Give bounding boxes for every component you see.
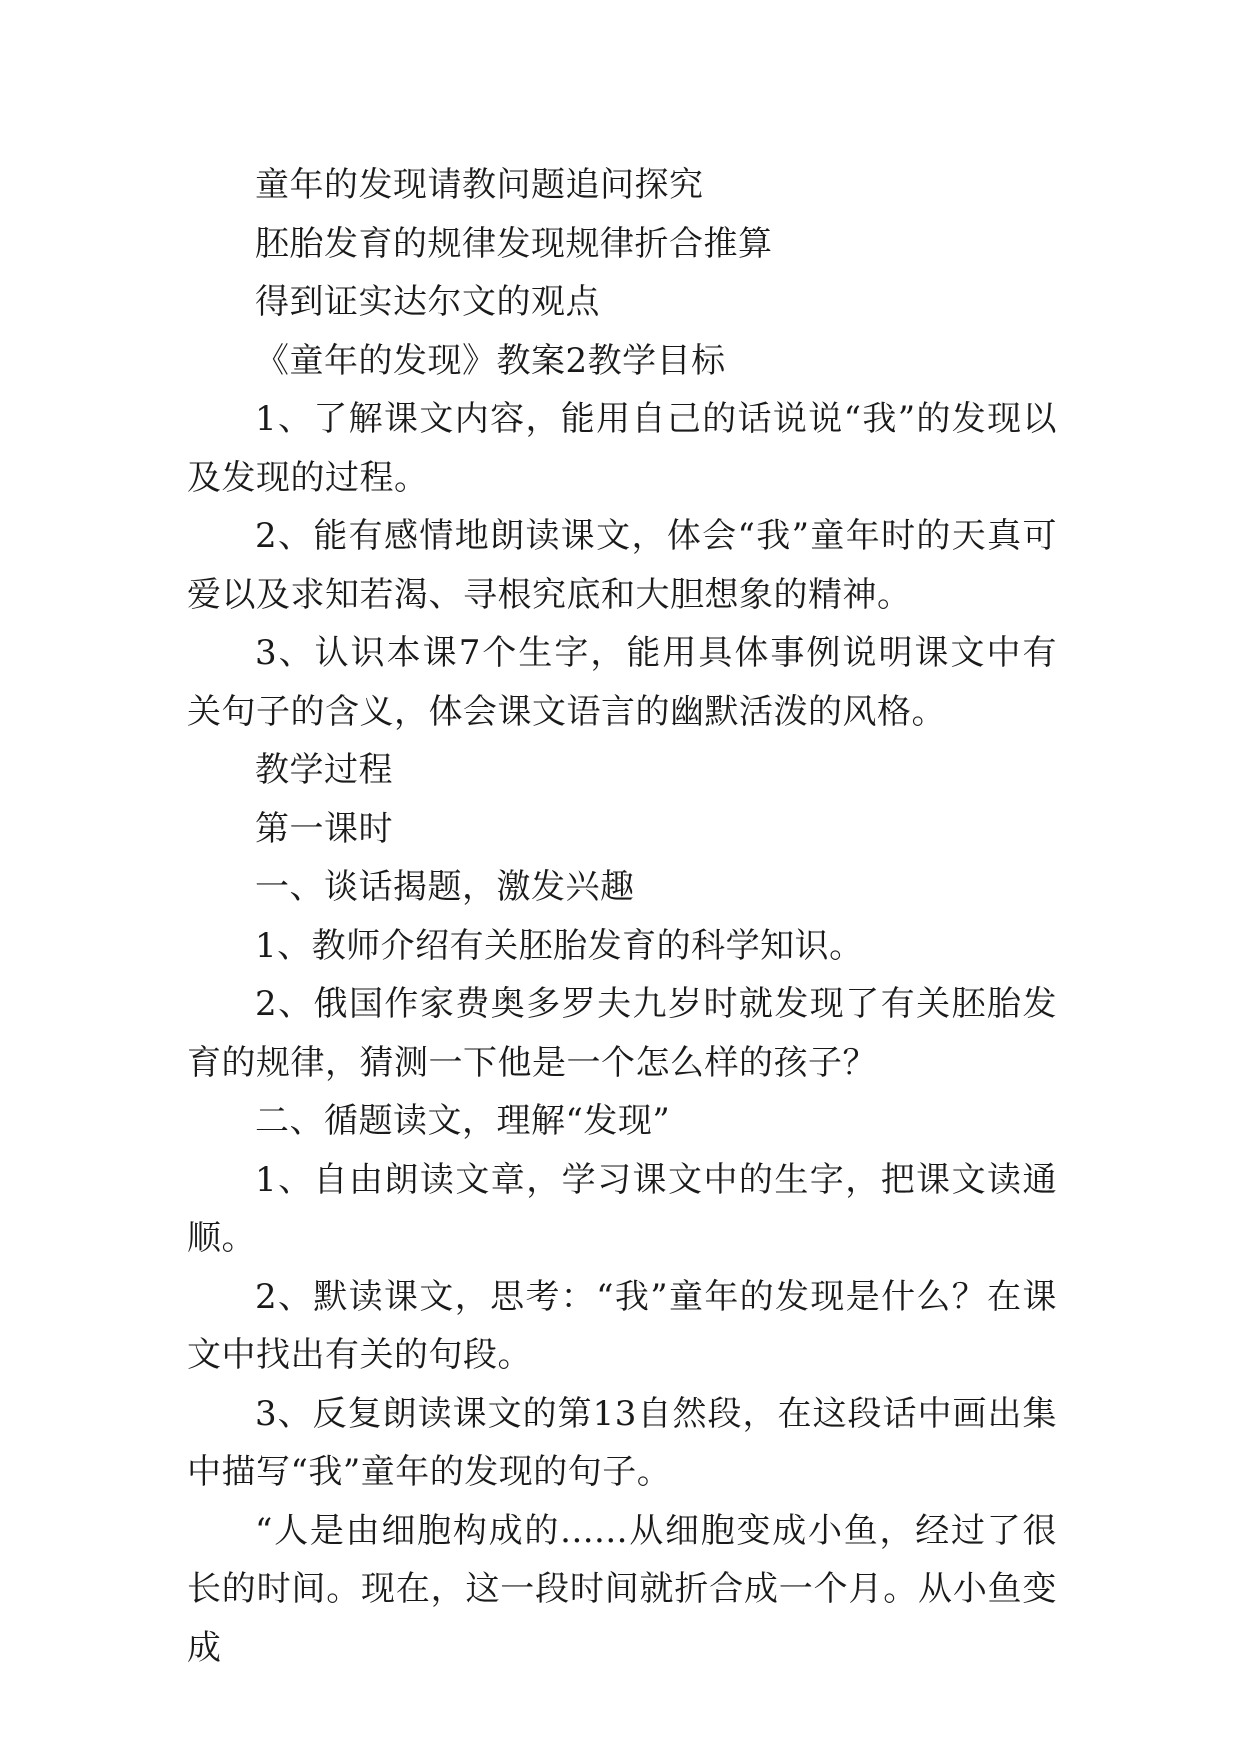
first-lesson-heading: 第一课时 — [255, 808, 393, 849]
paragraph-summary-2: 胚胎发育的规律发现规律折合推算 — [255, 223, 773, 264]
section-two-item-1: 1、自由朗读文章，学习课文中的生字，把课文读通顺。 — [187, 1159, 1057, 1258]
document-body — [187, 156, 1057, 1677]
section-one-heading: 一、谈话揭题，激发兴趣 — [255, 867, 635, 907]
objective-3: 3、认识本课7个生字，能用具体事例说明课文中有关句子的含义，体会课文语言的幽默活泼的风格。 — [187, 633, 1057, 732]
section-one-item-1: 1、教师介绍有关胚胎发育的科学知识。 — [255, 925, 864, 966]
quoted-passage: “人是由细胞构成的......从细胞变成小鱼，经过了很长的时间。现在，这一段时间就折合成一个月。从小鱼变成 — [187, 1510, 1057, 1668]
lesson-plan-heading: 《童年的发现》教案2教学目标 — [255, 340, 726, 381]
teaching-process-heading: 教学过程 — [255, 750, 393, 790]
paragraph-summary-1: 童年的发现请教问题追问探究 — [255, 165, 704, 205]
section-one-item-2: 2、俄国作家费奥多罗夫九岁时就发现了有关胚胎发育的规律，猜测一下他是一个怎么样的孩子？ — [187, 984, 1057, 1083]
objective-1: 1、了解课文内容，能用自己的话说说“我”的发现以及发现的过程。 — [187, 399, 1057, 498]
objective-2: 2、能有感情地朗读课文，体会“我”童年时的天真可爱以及求知若渴、寻根究底和大胆想象的精神。 — [187, 516, 1057, 615]
section-two-item-3: 3、反复朗读课文的第13自然段，在这段话中画出集中描写“我”童年的发现的句子。 — [187, 1393, 1057, 1492]
section-two-heading: 二、循题读文，理解“发现” — [255, 1101, 671, 1141]
section-two-item-2: 2、默读课文，思考：“我”童年的发现是什么？在课文中找出有关的句段。 — [187, 1276, 1057, 1375]
paragraph-summary-3: 得到证实达尔文的观点 — [255, 282, 600, 322]
